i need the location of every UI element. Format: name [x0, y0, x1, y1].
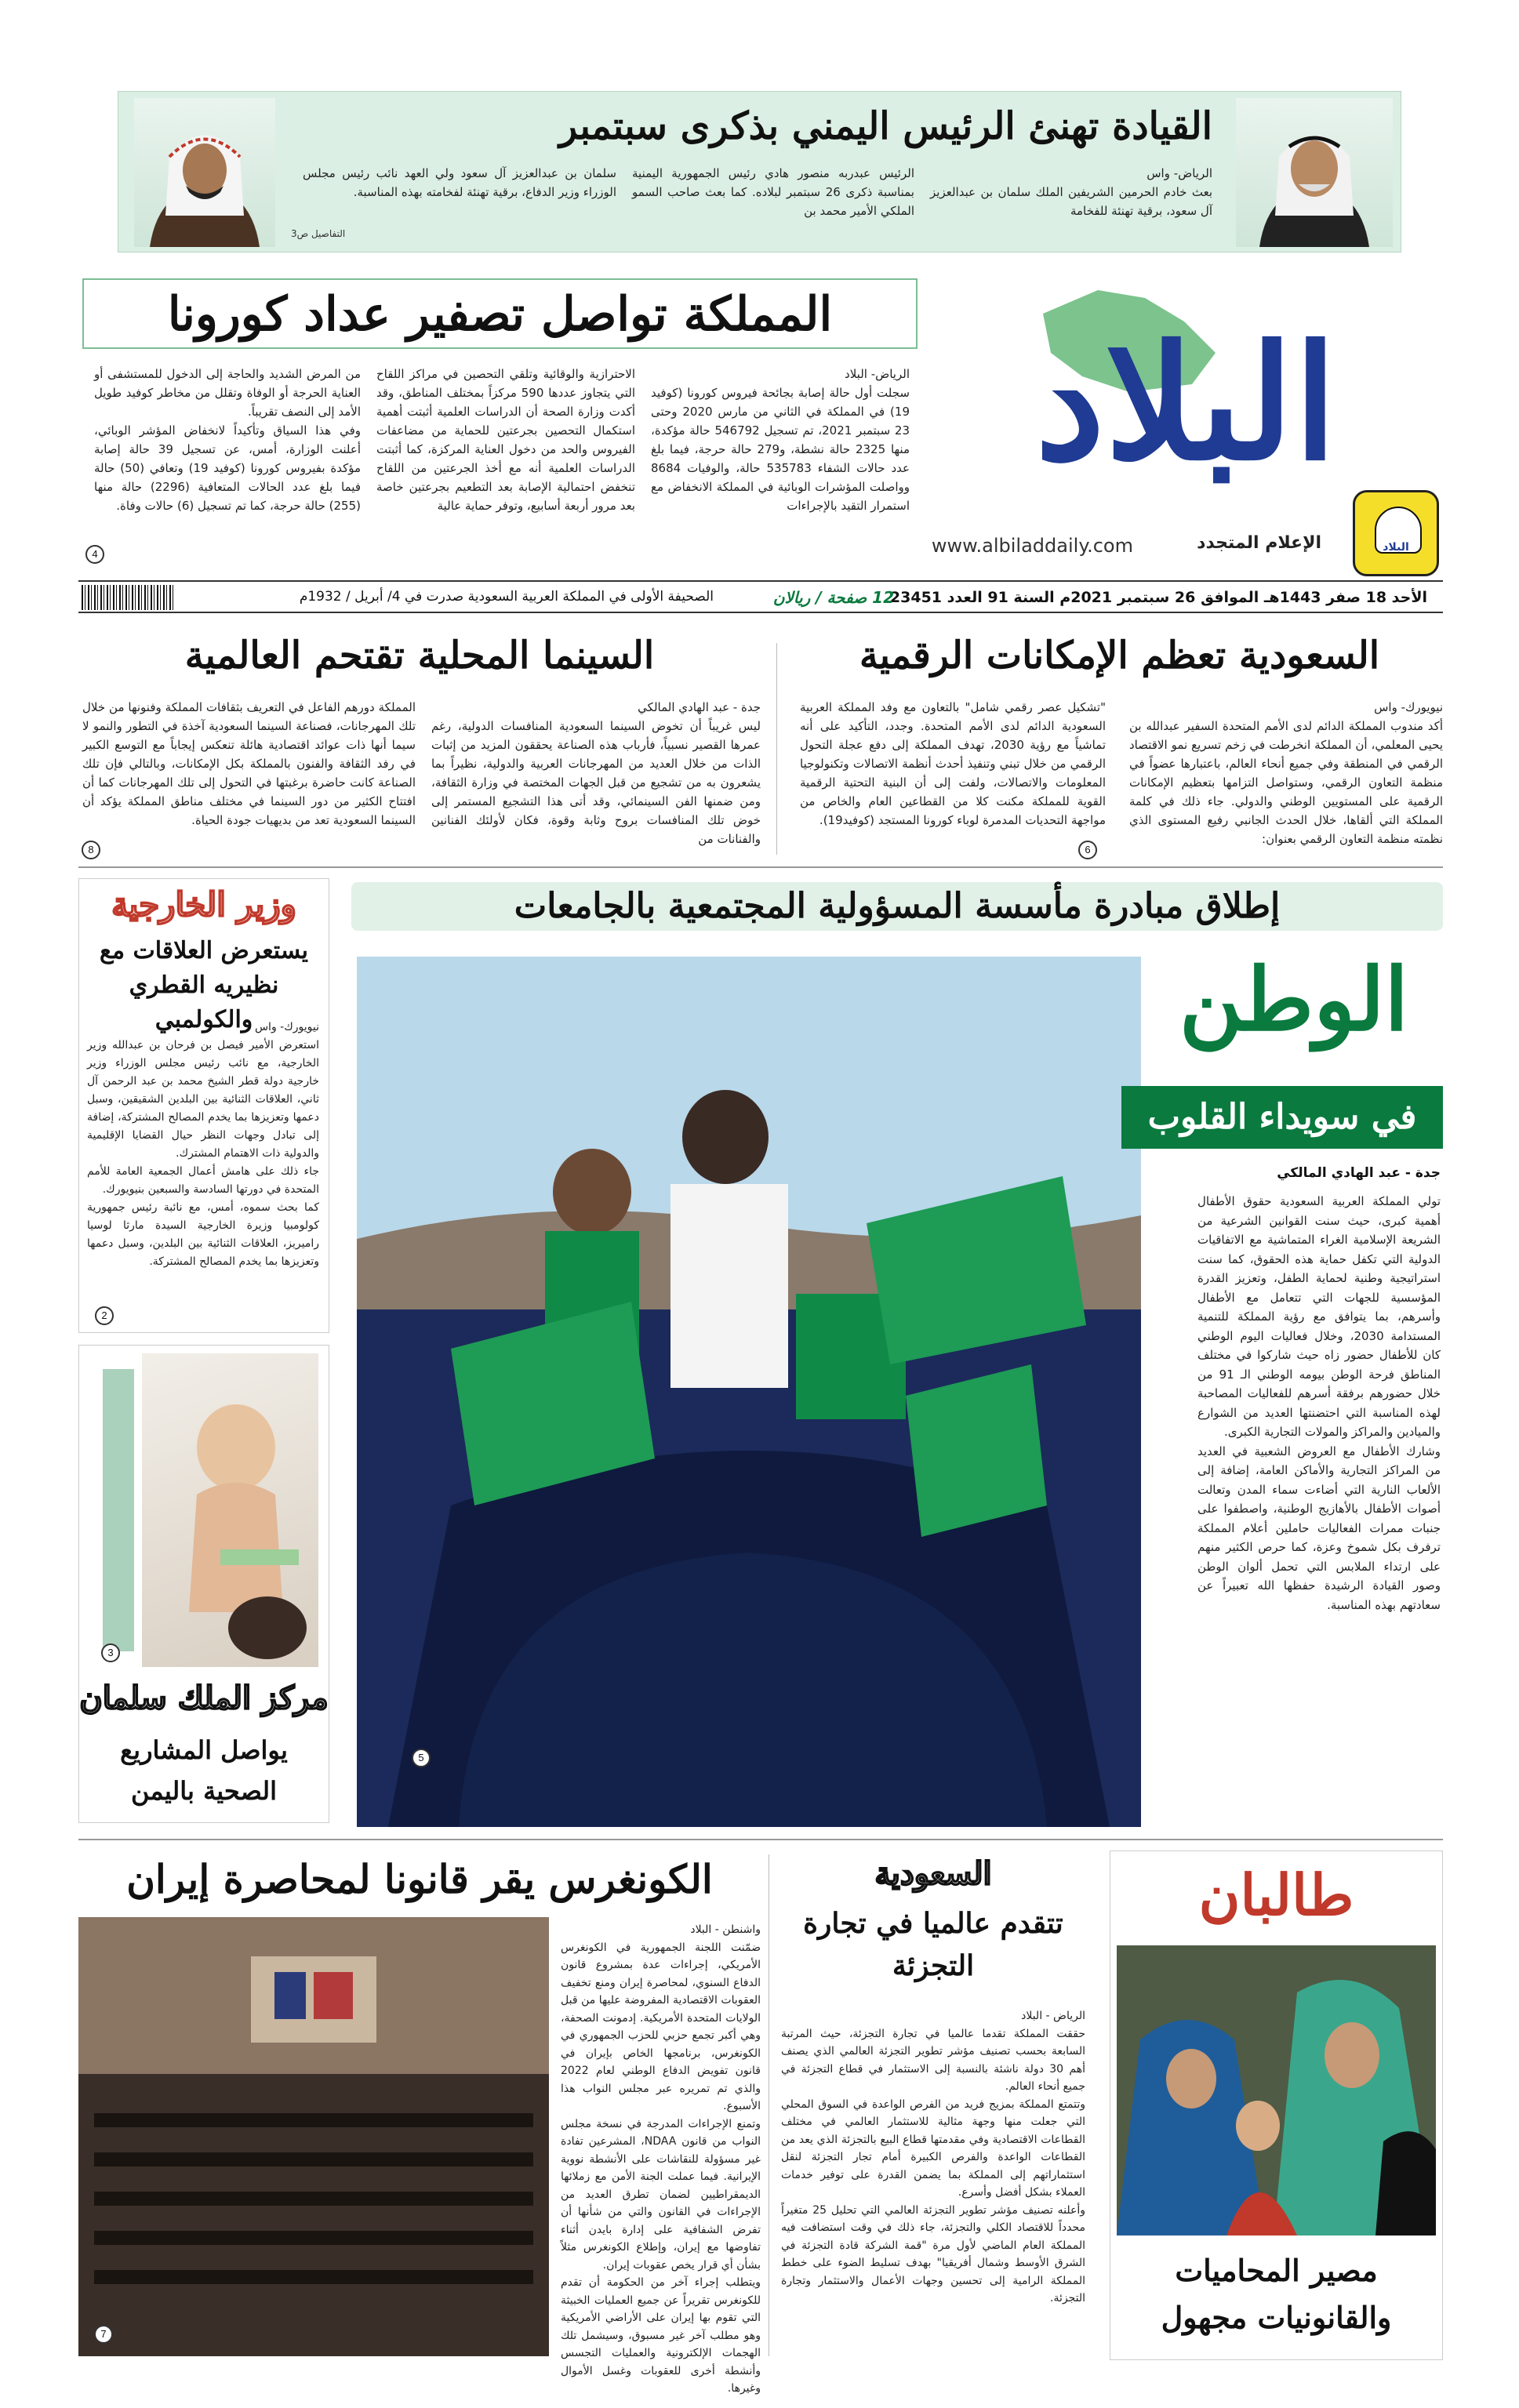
retail-body: الرياض - البلاد حققت المملكة تقدما عالميا في تجارة التجزئة، حيث المرتبة السابعة بحسب تصنيف مؤشر تطوير التجزئة العالمي الذي يصنف أهم 30 دولة ناشئة بالنسبة إلى الاستثمار في قطاع التجزئة في جميع أنحاء العالم. وتتمتع المملكة بمزيج فريد من الفرص الواعدة في السوق المحلي التي جعلت منها وجهة مثالية للاستثمار العالمي في مختلف القطاعات الاقتصادية وفي مقدمتها قطاع البيع بالتجزئة الذي يعد من القطاعات الواعدة والفرص الكبيرة أمام تجار التجزئة لنقل استثماراتهم إلى المملكة بما يضمن القدرة على توفير خدمات العملاء بشكل أفضل وأسرع. وأعلنه تصنيف مؤشر تطوير التجزئة العالمي التي تحليل 25 متغيراً محدداً للاقتصاد الكلي والتجزئة، جاء ذلك في وقت استضافت فيه المملكة العام الماضي لأول مرة "قمة الشركة قادة التجزئة في الشرق الأوسط وشمال أفريقيا" بهدف تسليط الضوء على خطط المملكة الرامية إلى تحسين وجهات الأعمال والاستثمار وتجارة التجزئة.	[781, 2010, 1085, 2304]
ksrelief-photo	[95, 1353, 318, 1667]
national-day-subhead: في سويداء القلوب	[1147, 1097, 1417, 1137]
masthead-logo: البلاد	[1034, 311, 1338, 496]
dateline-strip	[78, 580, 1443, 613]
digital-headline: السعودية تعظم الإمكانات الرقمية	[859, 634, 1380, 677]
national-day-photo-ref: 5	[412, 1749, 431, 1767]
foreign-minister-story	[78, 878, 329, 1333]
digital-col2: "تشكيل عصر رقمي شامل" بالتعاون مع وفد المملكة العربية السعودية الدائم لدى الأمم المتحدة. وجدد، التأكيد على أنه تماشياً مع رؤية 2030، تهدف المملكة إلى دفع عجلة التحول الرقمي من خلال تبني وتنفيذ أحدث أنظمة الاتصالات وتكنولوجيا المعلومات والاتصالات، ولفت إلى أن البنية التحتية الرقمية القوية للمملكة مكنت كلا من القطاعين العام والخاص من مواجهة التحديات المدمرة لوباء كورونا المستجد (كوفيد19).	[800, 700, 1106, 827]
taliban-story	[1110, 1850, 1443, 2360]
corona-col2: الاحترازية والوقائية وتلقي التحصين في مراكز اللقاح التي يتجاوز عددها 590 مركزاً بمختلف المناطق، وقد أكدت وزارة الصحة أن الدراسات العلمية أثبتت أهمية استكمال التحصين بجرعتين للحماية من مضاعفات الفيروس والحد من دخول العناية المركزة، كما أثبتت الدراسات العلمية أنه مع أخذ الجرعتين من اللقاح تنخفض احتمالية الإصابة بعد التطعيم بجرعتين خاصة بعد مرور أربعة أسابيع، وتوفر حماية عالية	[376, 367, 635, 513]
ksrelief-headline: يواصل المشاريع الصحية باليمن	[120, 1735, 288, 1806]
fm-body: نيويورك- واس استعرض الأمير فيصل بن فرحان بن عبدالله وزير الخارجية، مع نائب رئيس مجلس الوزراء وزير خارجية دولة قطر الشيخ محمد بن عبد الرحمن آل ثاني، العلاقات الثنائية بين البلدين الشقيقين، وسبل دعمها وتعزيزها بما يخدم المصالح المشتركة، إضافة إلى تبادل وجهات النظر حيال القضايا الإقليمية والدولية ذات الاهتمام المشترك. جاء ذلك على هامش أعمال الجمعية العامة للأمم المتحدة في دورتها السادسة والسبعين بنيويورك. كما بحث سموه، أمس، مع نائبة رئيس جمهورية كولومبيا وزيرة الخارجية السيدة مارثا لوسيا راميريز، العلاقات الثنائية بين البلدين، وسبل دعمها وتعزيزها بما يخدم المصالح المشتركة.	[87, 1021, 319, 1268]
national-day-photo	[357, 957, 1141, 1827]
banner-col-right: الرياض- واس بعث خادم الحرمين الشريفين الملك سلمان بن عبدالعزيز آل سعود، برقية تهنئة للفخامة	[930, 166, 1212, 218]
congress-photo	[78, 1917, 549, 2356]
corona-story	[82, 278, 918, 568]
congress-story	[78, 1850, 761, 2395]
national-day-byline: جدة - عبد الهادي المالكي	[1277, 1165, 1441, 1181]
digital-story	[796, 627, 1443, 863]
taliban-photo	[1117, 1945, 1436, 2235]
corona-col3: من المرض الشديد والحاجة إلى الدخول للمستشفى أو العناية الحرجة أو الوفاة وتقلل من مخاطر كوفيد طويل الأمد إلى النصف تقريباً. وفي هذا السياق وتأكيداً لانخفاض المؤشر الوبائي، أعلنت الوزارة، أمس، عن تسجيل 39 حالة إصابة مؤكدة بفيروس كورونا (كوفيد 19) وتعافي (50) حالة فيما بلغ عدد الحالات المتعافية (2296) حالة منها (255) حالة حرجة، كما تم تسجيل (6) حالات وفاة.	[94, 367, 362, 513]
masthead-tagline: الإعلام المتجدد	[1197, 533, 1321, 553]
snapchat-code[interactable]	[1353, 490, 1439, 576]
national-day-body: تولي المملكة العربية السعودية حقوق الأطفال أهمية كبرى، حيث سنت القوانين الشرعية من الشريعة الإسلامية الغراء المتماشية مع الاتفاقيات الدولية التي تكفل حماية هذه الحقوق، كما سنت استراتيجية وطنية لحماية الطفل، وتعزيز القدرة المؤسسية للجهات التي تتعامل مع الأطفال وأسرهم، بما يتوافق مع رؤية المملكة للتنمية المستدامة 2030، وخلال فعاليات اليوم الوطني كان للأطفال حضور زاه حيث شاركوا في مختلف المناطق فرحة الوطن بيومه الوطني الـ 91 من خلال حضورهم برفقة أسرهم للفعاليات المصاحبة لهذه المناسبة التي احتضنتها العديد من الشوارع والميادين والمراكز والمولات التجارية الكبرى. وشارك الأطفال مع العروض الشعبية في العديد من المراكز التجارية والأماكن العامة، إضافة إلى الألعاب النارية التي أضاءت سماء المدن وتعالت أصوات الأطفال بالأهازيج الوطنية، واصطفوا على جنبات ممرات الفعاليات حاملين أعلام المملكة ترفرف بكل شموخ وعزة، كما حرص الكثير منهم على ارتداء الملابس التي تحمل ألوان الوطن وصور القيادة الرشيدة حفظها الله تعبيراً عن سعادتهم بهذه المناسبة.	[1197, 1194, 1441, 1612]
banner-col-mid: الرئيس عبدربه منصور هادي رئيس الجمهورية اليمنية بمناسبة ذكرى 26 سبتمبر لبلاده. كما بعث صاحب السمو الملكي الأمير محمد بن	[632, 166, 914, 218]
row2-divider	[776, 643, 777, 855]
retail-headline: تتقدم عالميا في تجارة التجزئة	[803, 1907, 1063, 1982]
corona-col1: الرياض- البلاد سجلت أول حالة إصابة بجائحة فيروس كورونا (كوفيد 19) في المملكة في الثاني من مارس 2020 وحتى 23 سبتمبر 2021، تم تسجيل 546792 حالة مؤكدة، منها 2325 حالة نشطة، و279 حالة حرجة، فيما بلغ عدد حالات الشفاء 535783 حالة، والوفيات 8684 وواصلت المؤشرات الوبائية في المملكة الانخفاض مع استمرار التقيد بالإجراءات	[651, 367, 910, 513]
corona-headline: المملكة تواصل تصفير عداد كورونا	[167, 287, 833, 342]
banner-details-ref: التفاصيل ص3	[291, 228, 346, 239]
dateline-text: الأحد 18 صفر 1443هـ الموافق 26 سبتمبر 2021م السنة 91 العدد 23451	[889, 589, 1427, 606]
banner-col-left: سلمان بن عبدالعزيز آل سعود ولي العهد نائب رئيس مجلس الوزراء وزير الدفاع، برقية تهنئة لفخامته بهذه المناسبة.	[303, 166, 616, 199]
corona-page-ref: 4	[85, 545, 104, 564]
cinema-story	[78, 627, 761, 863]
fm-page-ref: 2	[95, 1306, 114, 1325]
masthead-url[interactable]: www.albiladdaily.com	[931, 535, 1133, 557]
fm-kicker: وزير الخارجية	[111, 885, 296, 924]
retail-story	[776, 1850, 1090, 2360]
national-day-headline: الوطن	[1179, 949, 1409, 1050]
portrait-king-icon	[1236, 98, 1393, 247]
congress-photo-ref: 7	[94, 2325, 113, 2344]
digital-col1: نيويورك- واس أكد مندوب المملكة الدائم لدى الأمم المتحدة السفير عبدالله بن يحيى المعلمي، أن المملكة انخرطت في زخم تسريع نمو الاقتصاد الرقمي في المنطقة وفي جميع أنحاء العالم، باعتبارها عضواً في منظمة التعاون الرقمي، وستواصل التزامها بتعظيم الإمكانات الرقمية على المستويين الوطني والدولي. جاء ذلك في كلمة المملكة التي ألقاها، خلال الحدث الجانبي رفيع المستوى الذي نظمته منظمة التعاون الرقمي بعنوان:	[1129, 700, 1443, 846]
taliban-headline: طالبان	[1198, 1861, 1354, 1928]
congress-headline: الكونغرس يقر قانونا لمحاصرة إيران	[126, 1856, 713, 1902]
cinema-col2: المملكة دورهم الفاعل في التعريف بثقافات المملكة وفنونها من خلال تلك المهرجانات، فصناعة السينما السعودية آخذة في التطور والنمو لا سيما أنها ذات عوائد اقتصادية هائلة تنعكس إيجاباً مع التوسع الكبير في رفد الثقافة والفنون بالمملكة بكل الإمكانات، وبالتالي فإن تلك الصناعة كانت حاضرة برغبتها في التحول إلى تلك المهرجانات كما أن افتتاح الكثير من دور السينما في مختلف مناطق المملكة يؤكد أن السينما السعودية تعد من بديهيات جودة الحياة.	[82, 700, 416, 827]
digital-page-ref: 6	[1078, 841, 1097, 859]
cinema-col1: جدة - عبد الهادي المالكي ليس غريباً أن تخوض السينما السعودية المنافسات الدولية، رغم عمرها القصير نسبياً، فأرباب هذه الصناعة يحققون المزيد من إثبات الذات من خلال العديد من المهرجانات العربية والدولية، نظيراً بما يشعرون به من تشجيع من قبل الجهات المختصة في وزارة الثقافة، ومن ضمنها الفن السينمائي، وقد أتى هذا التشجيع المستمر إلى خوض تلك المنافسات بروح وثابة وقوة، فكان لأولئك الفنانين والفنانات من	[431, 700, 761, 846]
pages-price: 12 صفحة / ريالان	[772, 588, 894, 607]
initiative-banner	[351, 882, 1443, 931]
leadership-banner	[118, 91, 1401, 252]
king-salman-portrait	[1236, 98, 1393, 247]
children-flags-photo-icon	[357, 957, 1141, 1827]
snap-label: البلاد	[1383, 541, 1409, 554]
cinema-page-ref: 8	[82, 841, 100, 859]
ksrelief-kicker: مركز الملك سلمان	[79, 1680, 329, 1716]
crown-prince-portrait	[134, 98, 275, 247]
banner-headline: القيادة تهنئ الرئيس اليمني بذكرى سبتمبر	[559, 104, 1212, 148]
ksrelief-story	[78, 1345, 329, 1823]
portrait-crown-prince-icon	[134, 98, 275, 247]
initiative-headline: إطلاق مبادرة مأسسة المسؤولية المجتمعية بالجامعات	[514, 886, 1281, 926]
congress-body: واشنطن - البلاد ضمّنت اللجنة الجمهورية في الكونغرس الأمريكي، إجراءات عدة بمشروع قانون الدفاع السنوي، لمحاصرة إيران ومنع تخفيف العقوبات الاقتصادية المفروضة عليها من قبل الولايات المتحدة الأمريكية. إدمونت الصحفة، وهي أكبر تجمع حزبي للحزب الجمهوري في الكونغرس، برنامجها الخاص بإيران في قانون تفويض الدفاع الوطني لعام 2022 والذي تم تمريره عبر مجلس النواب هذا الأسبوع. وتمنع الإجراءات المدرجة في نسخة مجلس النواب من قانون NDAA، المشرعين تفادة غير مسؤولة للنقاشات على الأنشطة نووية الإيرانية. فيما عملت الجنة الأمن مع زملائها الديمقراطيين لضمان تطرق العديد من الإجراءات في القانون والتي من شأنها أن تفرض الشفافية على إدارة بايدن أثناء تفاوضها مع إيران، وإطلاع الكونغرس مثلاً بشأن أي قرار يخص عقوبات إيران. ويتطلب إجراء آخر من الحكومة أن تقدم للكونغرس تقريراً عن جميع العمليات الخبيثة التي تقوم بها إيران على الأراضي الأمريكية وهو مطلب آخر غير مسبوق، وسيشمل تلك الهجمات الإلكترونية والعمليات التجسس وأنشطة أخرى للعقوبات وغسل الأموال وغيرها.	[561, 1923, 761, 2395]
corona-headline-box	[82, 278, 918, 349]
congress-chamber-photo-icon	[78, 1917, 549, 2356]
fm-headline: يستعرض العلاقات مع نظيريه القطري والكولمبي	[100, 937, 308, 1033]
cinema-headline: السينما المحلية تقتحم العالمية	[184, 634, 655, 677]
afghan-women-photo-icon	[1117, 1945, 1436, 2235]
row2-bottom-rule	[78, 866, 1443, 868]
ksrelief-photo-ref: 3	[101, 1643, 120, 1662]
row3-bottom-rule	[78, 1839, 1443, 1840]
taliban-subhead: مصير المحاميات والقانونيات مجهول	[1161, 2253, 1392, 2335]
retail-kicker: السعودية	[874, 1855, 992, 1892]
baby-photo-icon	[95, 1353, 318, 1667]
barcode	[82, 585, 176, 610]
masthead	[933, 274, 1439, 572]
founded-text: الصحيفة الأولى في المملكة العربية السعودية صدرت في 4/ أبريل / 1932م	[299, 589, 714, 605]
